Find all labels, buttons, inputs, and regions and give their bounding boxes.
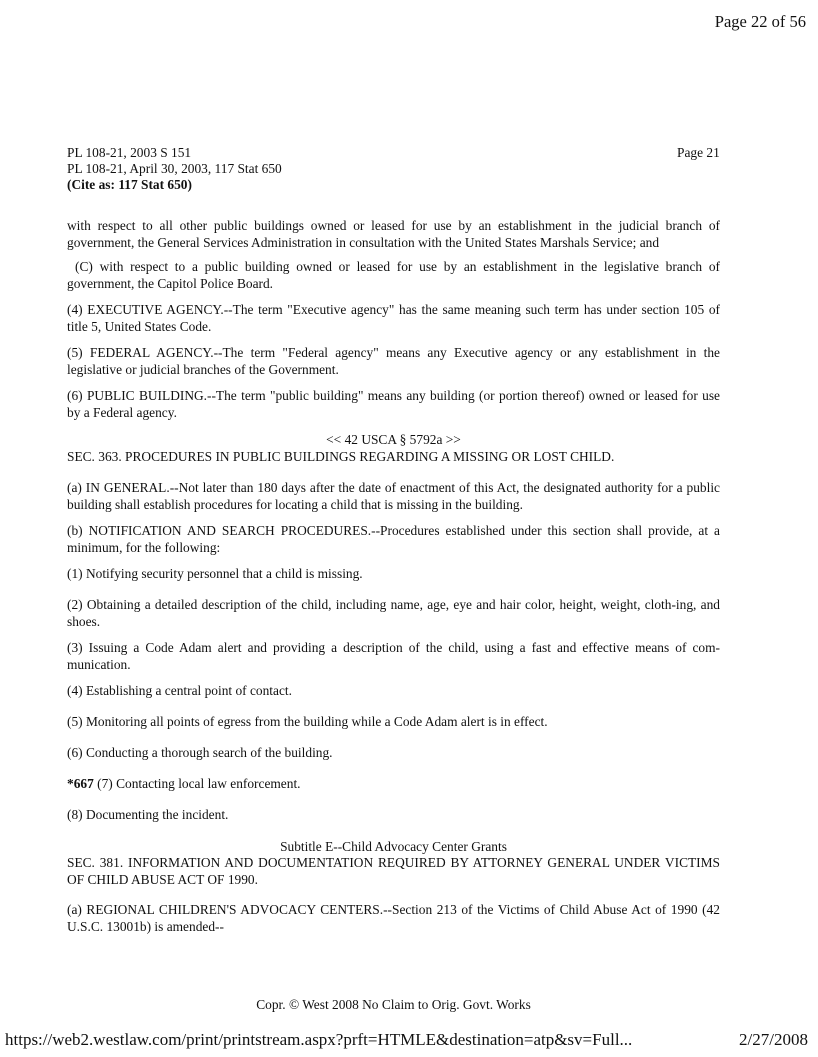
citation-block bbox=[67, 145, 282, 193]
paragraph: (5) FEDERAL AGENCY.--The term "Federal agency" means any Executive agency or any establishment in the legislative or judicial branches of the Government. bbox=[67, 345, 720, 377]
list-item: (5) Monitoring all points of egress from the building while a Code Adam alert is in effect. bbox=[67, 714, 548, 729]
paragraph: (a) REGIONAL CHILDREN'S ADVOCACY CENTERS.--Section 213 of the Victims of Child Abuse Act of 1990 (42 U.S.C. 13001b) is amended-- bbox=[67, 902, 720, 934]
list-item: (6) Conducting a thorough search of the building. bbox=[67, 745, 333, 760]
paragraph: (4) EXECUTIVE AGENCY.--The term "Executive agency" has the same meaning such term has under section 105 of title 5, United States Code. bbox=[67, 302, 720, 334]
paragraph: (a) IN GENERAL.--Not later than 180 days after the date of enactment of this Act, the designated authority for a public building shall establish procedures for locating a child that is missing in the building. bbox=[67, 480, 720, 512]
page-counter: Page 22 of 56 bbox=[714, 12, 806, 31]
paragraph: (C) with respect to a public building owned or leased for use by an establishment in the legislative branch of government, the Capitol Police Board. bbox=[67, 259, 720, 291]
copyright: Copr. © West 2008 No Claim to Orig. Govt. Works bbox=[256, 997, 531, 1012]
list-item-text: (7) Contacting local law enforcement. bbox=[93, 776, 301, 791]
footer-date: 2/27/2008 bbox=[739, 1030, 808, 1049]
footer-url: https://web2.westlaw.com/print/printstream.aspx?prft=HTMLE&destination=atp&sv=Full... bbox=[5, 1030, 633, 1049]
paragraph: (6) PUBLIC BUILDING.--The term "public building" means any building (or portion thereof) owned or leased for use by a Federal agency. bbox=[67, 388, 720, 420]
list-item: (8) Documenting the incident. bbox=[67, 807, 229, 822]
section-heading: SEC. 381. INFORMATION AND DOCUMENTATION REQUIRED BY ATTORNEY GENERAL UNDER VICTIMS OF CHILD ABUSE ACT OF 1990. bbox=[67, 855, 720, 887]
citation-line-1: PL 108-21, 2003 S 151 bbox=[67, 145, 192, 160]
section-heading: SEC. 363. PROCEDURES IN PUBLIC BUILDINGS REGARDING A MISSING OR LOST CHILD. bbox=[67, 449, 615, 464]
cite-as: (Cite as: 117 Stat 650) bbox=[67, 177, 192, 192]
citation-line-2: PL 108-21, April 30, 2003, 117 Stat 650 bbox=[67, 161, 282, 176]
list-item: (3) Issuing a Code Adam alert and providing a description of the child, using a fast and effective means of com-munication. bbox=[67, 640, 720, 672]
page-number: Page 21 bbox=[677, 145, 720, 160]
paragraph: with respect to all other public buildings owned or leased for use by an establishment in the judicial branch of government, the General Services Administration in consultation with the United States Marshals Service; and bbox=[67, 218, 720, 250]
star-page: *667 bbox=[67, 776, 94, 791]
list-item: (1) Notifying security personnel that a child is missing. bbox=[67, 566, 363, 581]
usca-reference: << 42 USCA § 5792a >> bbox=[326, 432, 461, 447]
list-item bbox=[67, 776, 720, 793]
subtitle-heading: Subtitle E--Child Advocacy Center Grants bbox=[280, 839, 507, 854]
list-item: (2) Obtaining a detailed description of the child, including name, age, eye and hair color, height, weight, cloth-ing, and shoes. bbox=[67, 597, 720, 629]
list-item: (4) Establishing a central point of contact. bbox=[67, 683, 292, 698]
paragraph: (b) NOTIFICATION AND SEARCH PROCEDURES.--Procedures established under this section shall provide, at a minimum, for the following: bbox=[67, 523, 720, 555]
